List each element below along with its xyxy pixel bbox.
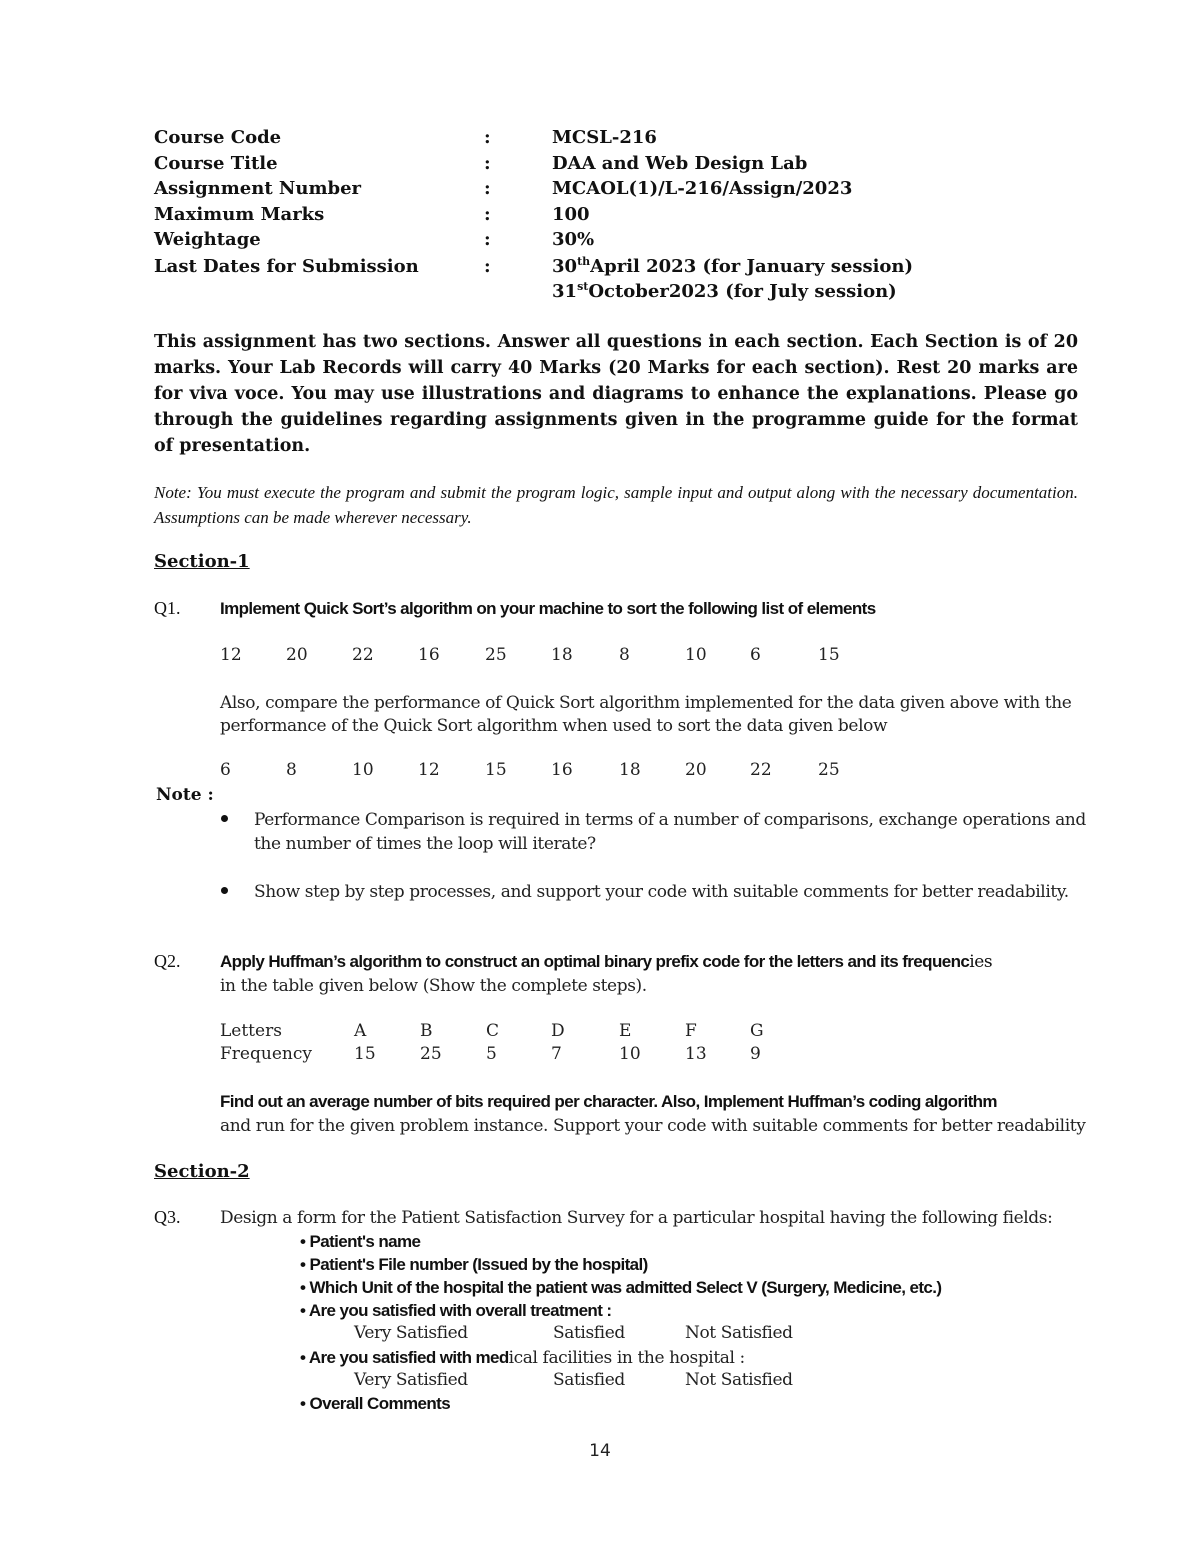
header-key: Assignment Number bbox=[154, 178, 362, 199]
form-field-patient-name: • Patient's name bbox=[300, 1232, 421, 1251]
option-very-satisfied: Very Satisfied bbox=[354, 1323, 468, 1343]
q1-note-label: Note : bbox=[156, 785, 214, 805]
frequency-label: Frequency bbox=[220, 1044, 312, 1064]
list-1-value: 15 bbox=[818, 645, 840, 665]
q1-bullet-2: Show step by step processes, and support your code with suitable comments for better readability. bbox=[254, 882, 1069, 902]
q3-text: Design a form for the Patient Satisfaction Survey for a particular hospital having the following fields: bbox=[220, 1208, 1053, 1228]
frequency-cell: 9 bbox=[750, 1044, 761, 1064]
frequency-cell: 15 bbox=[354, 1044, 376, 1064]
frequency-cell: 7 bbox=[551, 1044, 562, 1064]
header-key: Course Code bbox=[154, 127, 282, 148]
section-1-title: Section-1 bbox=[154, 551, 250, 572]
submission-date-july: 31stOctober2023 (for July session) bbox=[552, 280, 897, 302]
list-2-value: 6 bbox=[220, 760, 231, 780]
q1-compare-line-2: performance of the Quick Sort algorithm when used to sort the data given below bbox=[220, 716, 888, 736]
header-value: MCSL-216 bbox=[552, 127, 657, 148]
letter-cell: D bbox=[551, 1021, 565, 1041]
list-1-value: 25 bbox=[485, 645, 507, 665]
option-very-satisfied: Very Satisfied bbox=[354, 1370, 468, 1390]
letter-cell: F bbox=[685, 1021, 697, 1041]
q2-line-2: in the table given below (Show the complete steps). bbox=[220, 976, 647, 996]
q2-text: Apply Huffman’s algorithm to construct an optimal binary prefix code for the letters and its frequencies bbox=[220, 952, 993, 972]
list-1-value: 10 bbox=[685, 645, 707, 665]
option-satisfied: Satisfied bbox=[553, 1370, 625, 1390]
option-satisfied: Satisfied bbox=[553, 1323, 625, 1343]
letter-cell: A bbox=[354, 1021, 367, 1041]
list-1-value: 16 bbox=[418, 645, 440, 665]
letters-label: Letters bbox=[220, 1021, 282, 1041]
header-sep: : bbox=[484, 229, 491, 250]
q1-bullet-1-line-2: the number of times the loop will iterate? bbox=[254, 834, 596, 854]
list-1-value: 8 bbox=[619, 645, 630, 665]
note-paragraph: Note: You must execute the program and submit the program logic, sample input and output along with the necessary documentation. Assumptions can be made wherever necessary. bbox=[154, 483, 1078, 527]
q2-find-line-2: and run for the given problem instance. Support your code with suitable comments for better readability bbox=[220, 1116, 1086, 1136]
frequency-cell: 10 bbox=[619, 1044, 641, 1064]
header-value: MCAOL(1)/L-216/Assign/2023 bbox=[552, 178, 853, 199]
submission-date-january: 30thApril 2023 (for January session) bbox=[552, 255, 914, 277]
list-1-value: 20 bbox=[286, 645, 308, 665]
list-1-value: 18 bbox=[551, 645, 573, 665]
q1-text: Implement Quick Sort’s algorithm on your machine to sort the following list of elements bbox=[220, 599, 876, 618]
q3-number: Q3. bbox=[154, 1207, 181, 1227]
letter-cell: G bbox=[750, 1021, 764, 1041]
header-key: Course Title bbox=[154, 153, 278, 174]
q1-compare-line-1: Also, compare the performance of Quick Sort algorithm implemented for the data given above with the bbox=[220, 693, 1072, 713]
list-2-value: 18 bbox=[619, 760, 641, 780]
header-key: Maximum Marks bbox=[154, 204, 325, 225]
letter-cell: B bbox=[420, 1021, 433, 1041]
bullet-icon bbox=[221, 887, 228, 894]
list-1-value: 22 bbox=[352, 645, 374, 665]
list-1-value: 6 bbox=[750, 645, 761, 665]
list-2-value: 8 bbox=[286, 760, 297, 780]
header-sep: : bbox=[484, 256, 491, 277]
list-2-value: 20 bbox=[685, 760, 707, 780]
section-2-title: Section-2 bbox=[154, 1161, 250, 1182]
option-not-satisfied: Not Satisfied bbox=[685, 1323, 793, 1343]
q1-number: Q1. bbox=[154, 598, 181, 618]
list-2-value: 22 bbox=[750, 760, 772, 780]
header-value: 30% bbox=[552, 229, 595, 250]
letter-cell: E bbox=[619, 1021, 632, 1041]
list-2-value: 25 bbox=[818, 760, 840, 780]
list-2-value: 12 bbox=[418, 760, 440, 780]
header-value: 100 bbox=[552, 204, 590, 225]
form-field-overall-treatment: • Are you satisfied with overall treatment : bbox=[300, 1301, 612, 1320]
list-2-value: 15 bbox=[485, 760, 507, 780]
page-number: 14 bbox=[589, 1441, 611, 1461]
list-2-value: 16 bbox=[551, 760, 573, 780]
header-sep: : bbox=[484, 178, 491, 199]
frequency-cell: 13 bbox=[685, 1044, 707, 1064]
q2-find-text: Find out an average number of bits required per character. Also, Implement Huffman’s coding algorithm bbox=[220, 1092, 997, 1111]
form-field-hospital-unit: • Which Unit of the hospital the patient was admitted Select V (Surgery, Medicine, etc.) bbox=[300, 1278, 942, 1297]
letter-cell: C bbox=[486, 1021, 500, 1041]
header-key: Last Dates for Submission bbox=[154, 256, 419, 277]
q1-bullet-1-line-1: Performance Comparison is required in terms of a number of comparisons, exchange operations and bbox=[254, 810, 1086, 830]
header-key: Weightage bbox=[154, 229, 261, 250]
form-field-file-number: • Patient's File number (Issued by the hospital) bbox=[300, 1255, 648, 1274]
list-2-value: 10 bbox=[352, 760, 374, 780]
intro-paragraph: This assignment has two sections. Answer all questions in each section. Each Section is of 20 marks. Your Lab Records will carry 40 Marks (20 Marks for each section). Rest 20 marks are for viva voce. You may use illustrations and diagrams to enhance the explanations. Please go through the guidelines regarding assignments given in the programme guide for the format of presentation. bbox=[154, 332, 1078, 456]
form-field-medical-facilities: • Are you satisfied with medical facilities in the hospital : bbox=[300, 1348, 745, 1368]
header-value: DAA and Web Design Lab bbox=[552, 153, 808, 174]
q2-number: Q2. bbox=[154, 951, 181, 971]
frequency-cell: 25 bbox=[420, 1044, 442, 1064]
frequency-cell: 5 bbox=[486, 1044, 497, 1064]
option-not-satisfied: Not Satisfied bbox=[685, 1370, 793, 1390]
form-field-overall-comments: • Overall Comments bbox=[300, 1394, 451, 1413]
bullet-icon bbox=[221, 815, 228, 822]
header-sep: : bbox=[484, 204, 491, 225]
header-sep: : bbox=[484, 127, 491, 148]
list-1-value: 12 bbox=[220, 645, 242, 665]
header-sep: : bbox=[484, 153, 491, 174]
